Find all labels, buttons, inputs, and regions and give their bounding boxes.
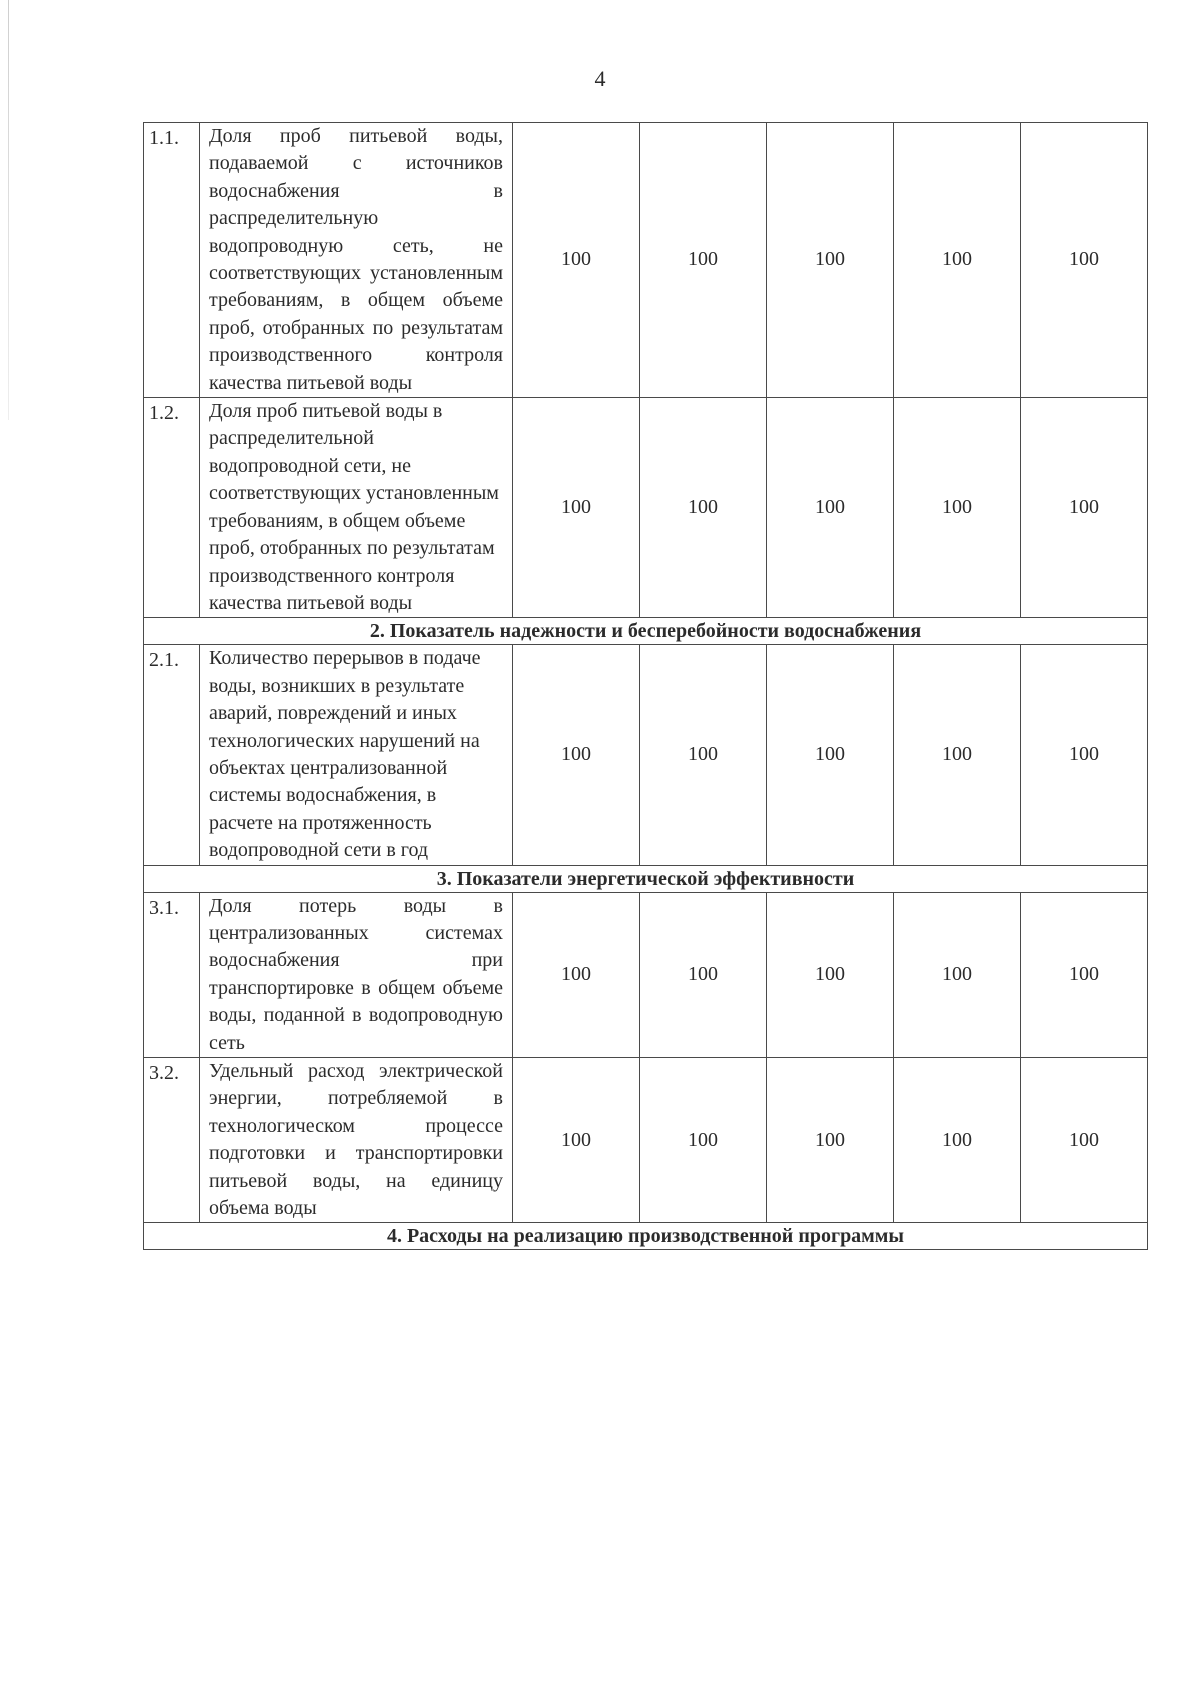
value-cell: 100	[894, 123, 1021, 398]
value-cell: 100	[513, 645, 640, 865]
section-header-row	[144, 1223, 1148, 1250]
value-cell: 100	[1021, 1058, 1148, 1223]
value-cell: 100	[767, 123, 894, 398]
table-row	[144, 645, 1148, 865]
value-cell: 100	[513, 1058, 640, 1223]
value-cell: 100	[767, 1058, 894, 1223]
row-number: 3.2.	[144, 1058, 200, 1223]
table-row	[144, 123, 1148, 398]
value-cell: 100	[894, 1058, 1021, 1223]
value-cell: 100	[894, 645, 1021, 865]
indicator-name: Удельный расход электрической энергии, потребляемой в технологическом процессе подготовки и транспортировки питьевой воды, на единицу объема воды	[200, 1058, 513, 1223]
value-cell: 100	[1021, 645, 1148, 865]
scan-edge-line	[8, 0, 9, 420]
row-number: 3.1.	[144, 892, 200, 1057]
table-row	[144, 1058, 1148, 1223]
value-cell: 100	[894, 892, 1021, 1057]
section-header-row	[144, 618, 1148, 645]
value-cell: 100	[513, 398, 640, 618]
value-cell: 100	[640, 1058, 767, 1223]
indicator-name: Доля проб питьевой воды в распределительной водопроводной сети, не соответствующих установленным требованиям, в общем объеме проб, отобранных по результатам производственного контроля качества питьевой воды	[200, 398, 513, 618]
value-cell: 100	[767, 645, 894, 865]
value-cell: 100	[640, 398, 767, 618]
indicator-name: Доля потерь воды в централизованных системах водоснабжения при транспортировке в общем объеме воды, поданной в водопроводную сеть	[200, 892, 513, 1057]
row-number: 1.1.	[144, 123, 200, 398]
section-header-row	[144, 865, 1148, 892]
section-title: 3. Показатели энергетической эффективности	[144, 865, 1148, 892]
indicator-name: Количество перерывов в подаче воды, возникших в результате аварий, повреждений и иных технологических нарушений на объектах централизованной системы водоснабжения, в расчете на протяженность водопроводной сети в год	[200, 645, 513, 865]
value-cell: 100	[767, 398, 894, 618]
section-title: 2. Показатель надежности и бесперебойности водоснабжения	[144, 618, 1148, 645]
value-cell: 100	[1021, 892, 1148, 1057]
row-number: 2.1.	[144, 645, 200, 865]
value-cell: 100	[640, 645, 767, 865]
value-cell: 100	[640, 892, 767, 1057]
value-cell: 100	[767, 892, 894, 1057]
indicator-name: Доля проб питьевой воды, подаваемой с источников водоснабжения в распределительную водопроводную сеть, не соответствующих установленным требованиям, в общем объеме проб, отобранных по результатам производственного контроля качества питьевой воды	[200, 123, 513, 398]
value-cell: 100	[513, 123, 640, 398]
value-cell: 100	[1021, 398, 1148, 618]
table-row	[144, 398, 1148, 618]
row-number: 1.2.	[144, 398, 200, 618]
page-number: 4	[594, 66, 606, 91]
value-cell: 100	[513, 892, 640, 1057]
table-row	[144, 892, 1148, 1057]
value-cell: 100	[894, 398, 1021, 618]
value-cell: 100	[1021, 123, 1148, 398]
indicators-table	[143, 122, 1148, 1250]
section-title: 4. Расходы на реализацию производственной программы	[144, 1223, 1148, 1250]
value-cell: 100	[640, 123, 767, 398]
